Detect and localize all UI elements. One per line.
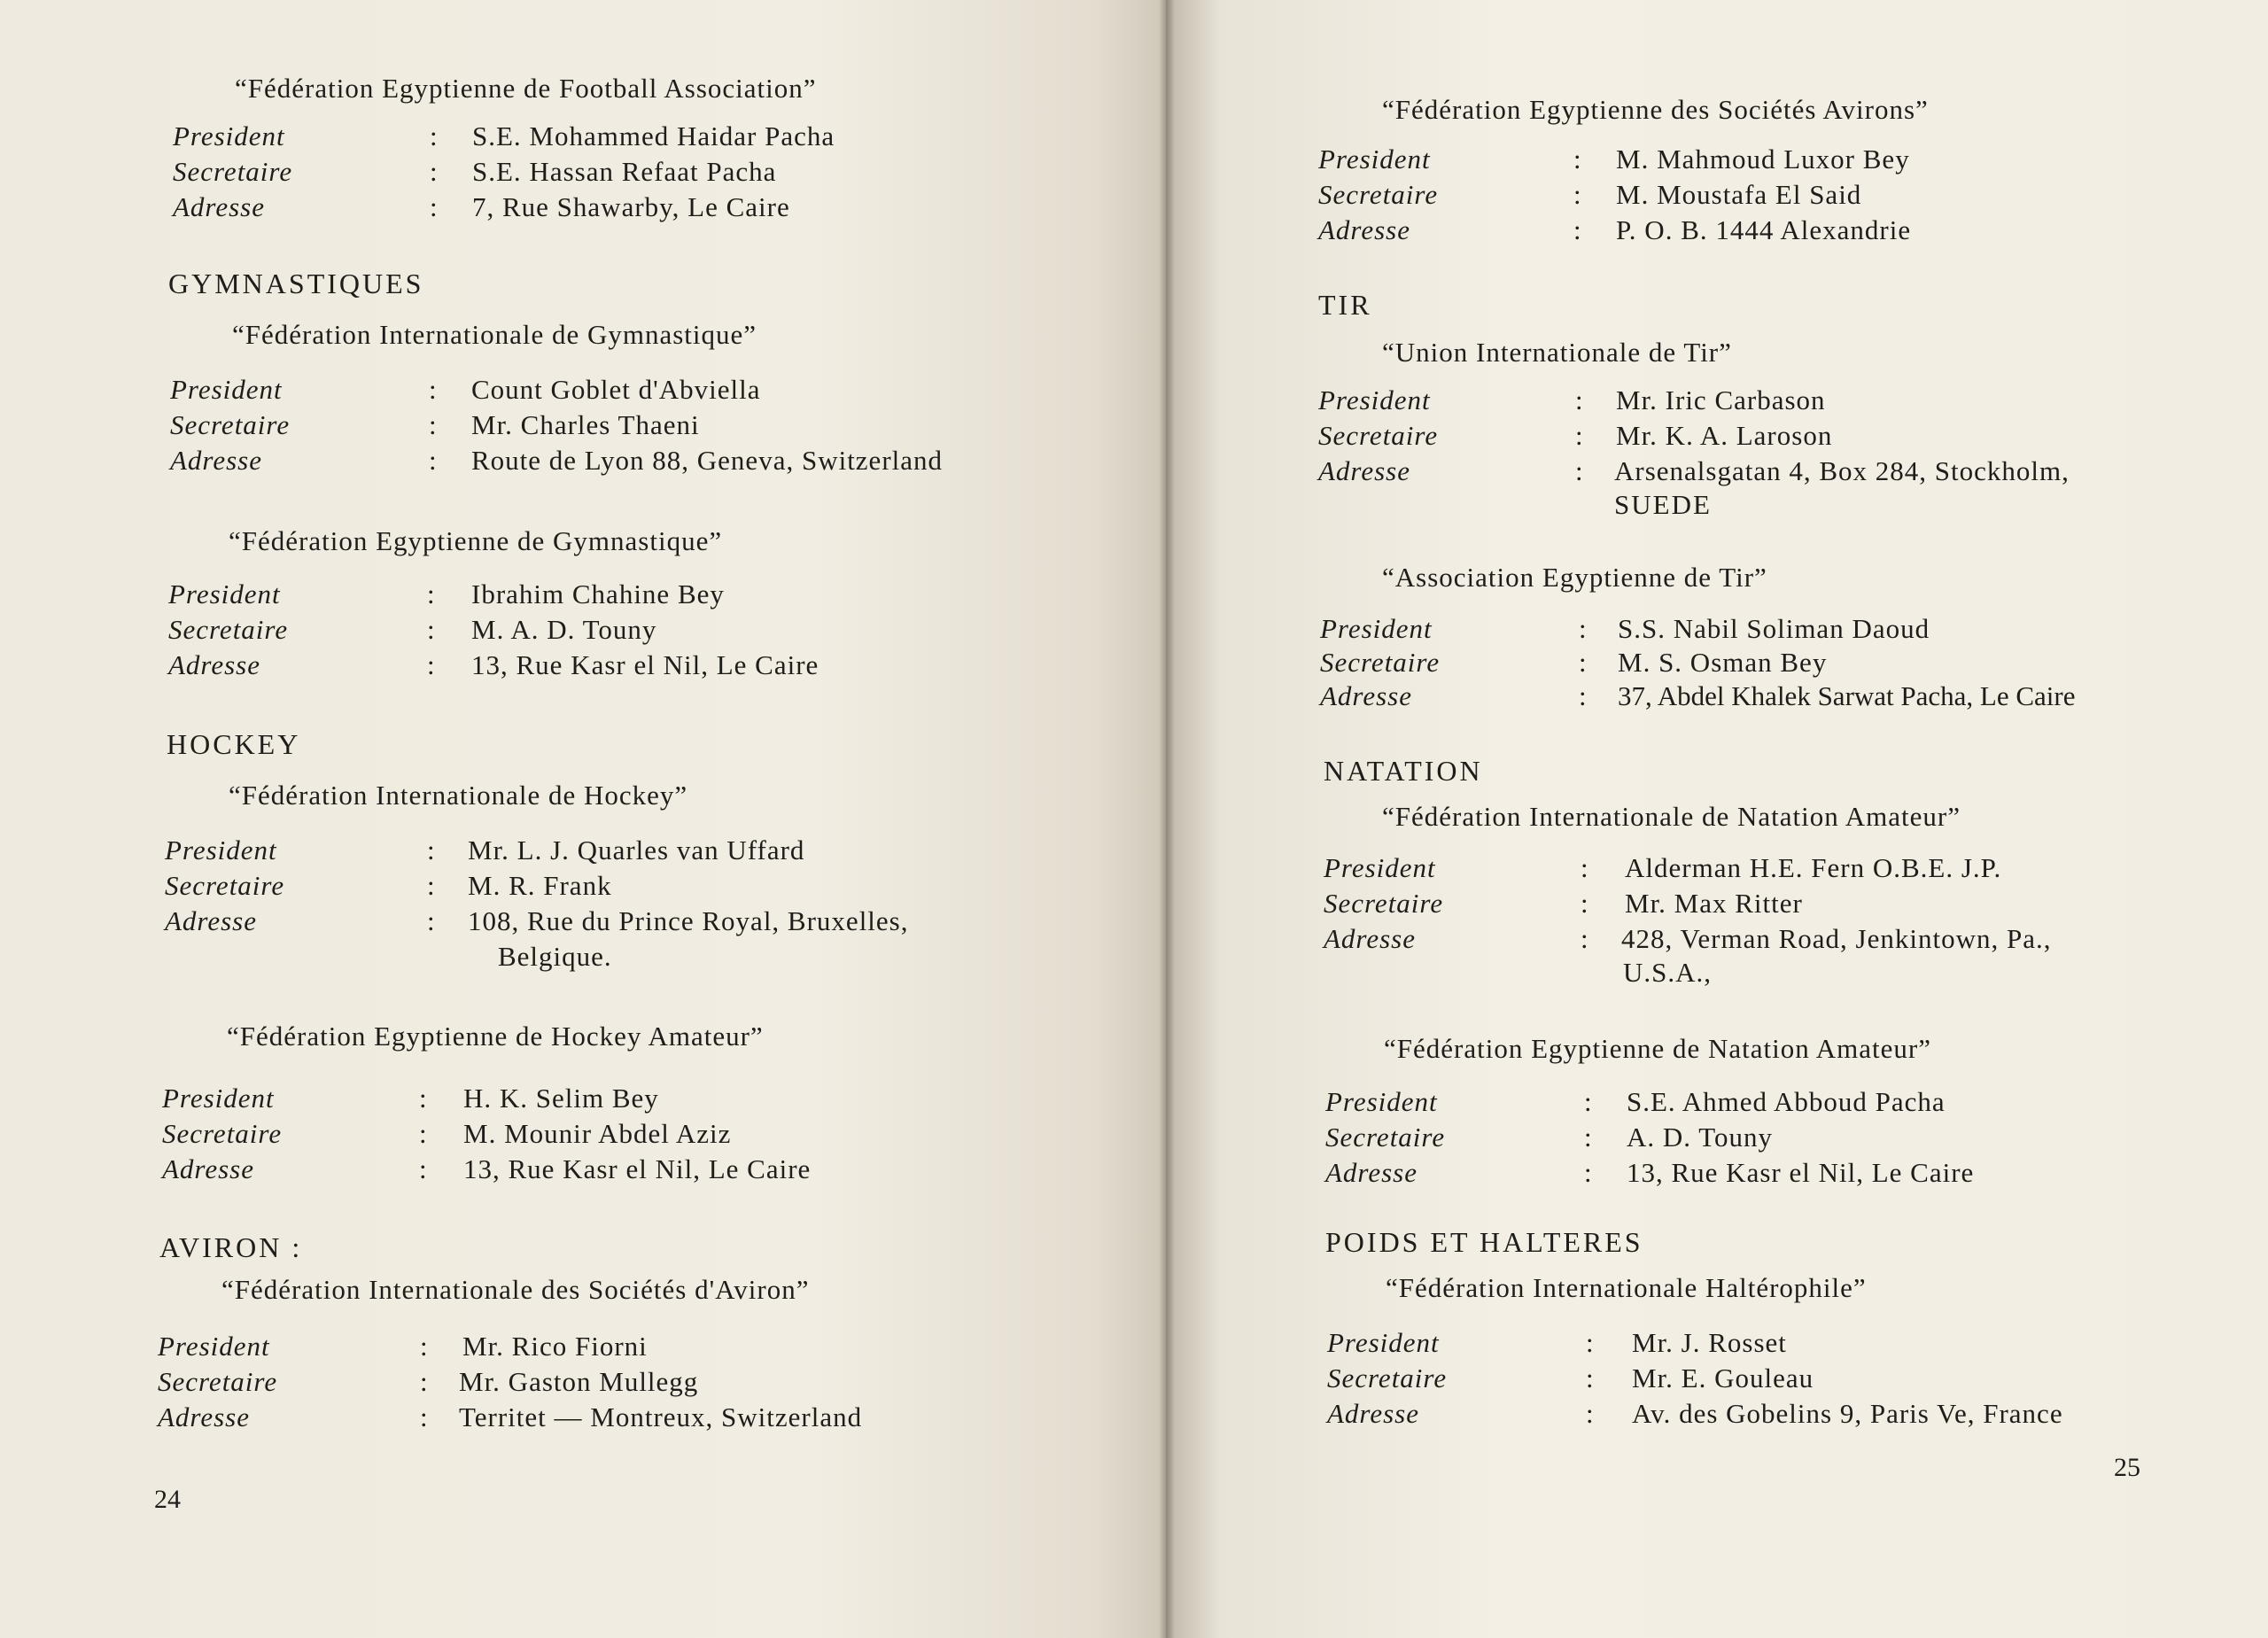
secretaire-label: Secretaire xyxy=(1320,647,1441,678)
secretaire-label: Secretaire xyxy=(1327,1362,1448,1393)
colon: : xyxy=(420,1366,428,1397)
secretaire-value: M. A. D. Touny xyxy=(471,614,657,645)
president-label: President xyxy=(168,578,281,609)
federation-title: “Fédération Internationale de Natation Amateur” xyxy=(1382,801,1961,832)
colon: : xyxy=(427,614,435,645)
secretaire-label: Secretaire xyxy=(173,156,293,187)
secretaire-label: Secretaire xyxy=(1325,1122,1446,1153)
colon: : xyxy=(429,374,437,405)
adresse-value: Av. des Gobelins 9, Paris Ve, France xyxy=(1632,1398,2063,1429)
adresse-label: Adresse xyxy=(1327,1398,1419,1429)
secretaire-value: A. D. Touny xyxy=(1627,1122,1773,1153)
section-heading-poids-et-halteres: POIDS ET HALTERES xyxy=(1325,1226,1643,1258)
colon: : xyxy=(1584,1086,1592,1117)
section-heading-hockey: HOCKEY xyxy=(167,728,301,760)
president-value: S.E. Ahmed Abboud Pacha xyxy=(1627,1086,1946,1117)
president-label: President xyxy=(173,120,285,151)
section-heading-natation: NATATION xyxy=(1324,755,1483,787)
secretaire-label: Secretaire xyxy=(1318,179,1439,210)
adresse-continuation: U.S.A., xyxy=(1623,957,1713,988)
federation-title: “Fédération Egyptienne de Hockey Amateur” xyxy=(227,1021,764,1052)
colon: : xyxy=(1573,179,1581,210)
right-page xyxy=(1166,0,2268,1638)
colon: : xyxy=(430,156,438,187)
adresse-value: Territet — Montreux, Switzerland xyxy=(459,1401,863,1432)
adresse-label: Adresse xyxy=(1318,455,1410,486)
adresse-value: P. O. B. 1444 Alexandrie xyxy=(1616,214,1912,245)
president-label: President xyxy=(1325,1086,1438,1117)
colon: : xyxy=(1586,1362,1594,1393)
president-value: M. Mahmoud Luxor Bey xyxy=(1616,144,1910,175)
president-label: President xyxy=(162,1083,275,1114)
president-value: Mr. L. J. Quarles van Uffard xyxy=(468,835,805,866)
secretaire-label: Secretaire xyxy=(1324,888,1444,919)
adresse-label: Adresse xyxy=(162,1153,254,1184)
secretaire-value: Mr. Max Ritter xyxy=(1625,888,1803,919)
colon: : xyxy=(1579,647,1587,678)
colon: : xyxy=(1581,888,1588,919)
page-number: 25 xyxy=(2114,1453,2140,1482)
colon: : xyxy=(1579,680,1587,711)
president-label: President xyxy=(170,374,283,405)
adresse-label: Adresse xyxy=(1320,680,1412,711)
page-number: 24 xyxy=(154,1485,181,1514)
president-label: President xyxy=(158,1331,270,1362)
president-value: Alderman H.E. Fern O.B.E. J.P. xyxy=(1625,852,2002,883)
colon: : xyxy=(427,578,435,609)
adresse-value: 7, Rue Shawarby, Le Caire xyxy=(472,191,790,222)
adresse-continuation: SUEDE xyxy=(1614,489,1712,520)
president-label: President xyxy=(1318,384,1431,415)
secretaire-label: Secretaire xyxy=(162,1118,283,1149)
secretaire-value: M. Mounir Abdel Aziz xyxy=(463,1118,732,1149)
colon: : xyxy=(430,191,438,222)
federation-title: “Union Internationale de Tir” xyxy=(1382,337,1732,368)
adresse-label: Adresse xyxy=(1324,923,1416,954)
president-label: President xyxy=(165,835,277,866)
colon: : xyxy=(1581,923,1588,954)
secretaire-value: Mr. Charles Thaeni xyxy=(471,409,700,440)
adresse-value: 13, Rue Kasr el Nil, Le Caire xyxy=(471,649,819,680)
colon: : xyxy=(1586,1327,1594,1358)
book-gutter xyxy=(1159,0,1175,1638)
president-value: Count Goblet d'Abviella xyxy=(471,374,761,405)
secretaire-label: Secretaire xyxy=(170,409,291,440)
colon: : xyxy=(420,1401,428,1432)
adresse-label: Adresse xyxy=(168,649,260,680)
secretaire-value: S.E. Hassan Refaat Pacha xyxy=(472,156,777,187)
federation-title: “Fédération Internationale de Hockey” xyxy=(229,780,688,811)
adresse-value: 13, Rue Kasr el Nil, Le Caire xyxy=(463,1153,812,1184)
federation-title: “Fédération Egyptienne de Gymnastique” xyxy=(229,525,723,556)
secretaire-value: Mr. E. Gouleau xyxy=(1632,1362,1814,1393)
adresse-value: 13, Rue Kasr el Nil, Le Caire xyxy=(1627,1157,1975,1188)
colon: : xyxy=(419,1153,427,1184)
president-value: Mr. Rico Fiorni xyxy=(462,1331,648,1362)
president-value: S.S. Nabil Soliman Daoud xyxy=(1618,613,1930,644)
federation-title: “Fédération Internationale de Gymnastique” xyxy=(232,319,757,350)
adresse-label: Adresse xyxy=(173,191,265,222)
secretaire-label: Secretaire xyxy=(168,614,289,645)
president-label: President xyxy=(1318,144,1431,175)
president-label: President xyxy=(1320,613,1433,644)
president-value: Mr. Iric Carbason xyxy=(1616,384,1826,415)
secretaire-label: Secretaire xyxy=(1318,420,1439,451)
adresse-value: 428, Verman Road, Jenkintown, Pa., xyxy=(1621,923,2052,954)
federation-title: “Fédération Egyptienne de Football Association” xyxy=(235,73,817,104)
adresse-label: Adresse xyxy=(158,1401,250,1432)
colon: : xyxy=(420,1331,428,1362)
section-heading-tir: TIR xyxy=(1318,289,1372,321)
adresse-label: Adresse xyxy=(170,445,262,476)
federation-title: “Fédération Egyptienne des Sociétés Avirons” xyxy=(1382,94,1929,125)
adresse-value: 37, Abdel Khalek Sarwat Pacha, Le Caire xyxy=(1618,680,2076,711)
colon: : xyxy=(1575,420,1583,451)
secretaire-value: M. S. Osman Bey xyxy=(1618,647,1828,678)
colon: : xyxy=(1584,1157,1592,1188)
federation-title: “Association Egyptienne de Tir” xyxy=(1382,562,1767,593)
colon: : xyxy=(1586,1398,1594,1429)
colon: : xyxy=(430,120,438,151)
federation-title: “Fédération Egyptienne de Natation Amateur” xyxy=(1384,1033,1932,1064)
president-label: President xyxy=(1327,1327,1440,1358)
colon: : xyxy=(427,649,435,680)
colon: : xyxy=(1573,144,1581,175)
president-value: Ibrahim Chahine Bey xyxy=(471,578,725,609)
federation-title: “Fédération Internationale Haltérophile” xyxy=(1386,1272,1867,1303)
colon: : xyxy=(419,1083,427,1114)
adresse-continuation: Belgique. xyxy=(498,941,612,972)
secretaire-label: Secretaire xyxy=(158,1366,278,1397)
colon: : xyxy=(429,445,437,476)
colon: : xyxy=(1584,1122,1592,1153)
colon: : xyxy=(1579,613,1587,644)
secretaire-value: M. R. Frank xyxy=(468,870,612,901)
president-value: Mr. J. Rosset xyxy=(1632,1327,1787,1358)
secretaire-value: Mr. K. A. Laroson xyxy=(1616,420,1833,451)
colon: : xyxy=(1581,852,1588,883)
president-label: President xyxy=(1324,852,1436,883)
colon: : xyxy=(429,409,437,440)
adresse-label: Adresse xyxy=(165,905,257,936)
adresse-label: Adresse xyxy=(1318,214,1410,245)
secretaire-value: Mr. Gaston Mullegg xyxy=(459,1366,699,1397)
colon: : xyxy=(427,835,435,866)
secretaire-label: Secretaire xyxy=(165,870,285,901)
section-heading-aviron: AVIRON : xyxy=(159,1231,303,1263)
president-value: H. K. Selim Bey xyxy=(463,1083,659,1114)
adresse-label: Adresse xyxy=(1325,1157,1418,1188)
adresse-value: Route de Lyon 88, Geneva, Switzerland xyxy=(471,445,944,476)
president-value: S.E. Mohammed Haidar Pacha xyxy=(472,120,835,151)
colon: : xyxy=(1573,214,1581,245)
colon: : xyxy=(1575,455,1583,486)
federation-title: “Fédération Internationale des Sociétés d'Aviron” xyxy=(221,1274,810,1305)
colon: : xyxy=(419,1118,427,1149)
colon: : xyxy=(427,905,435,936)
colon: : xyxy=(1575,384,1583,415)
adresse-value: Arsenalsgatan 4, Box 284, Stockholm, xyxy=(1614,455,2070,486)
secretaire-value: M. Moustafa El Said xyxy=(1616,179,1862,210)
adresse-value: 108, Rue du Prince Royal, Bruxelles, xyxy=(468,905,909,936)
colon: : xyxy=(427,870,435,901)
section-heading-gymnastiques: GYMNASTIQUES xyxy=(168,268,424,299)
